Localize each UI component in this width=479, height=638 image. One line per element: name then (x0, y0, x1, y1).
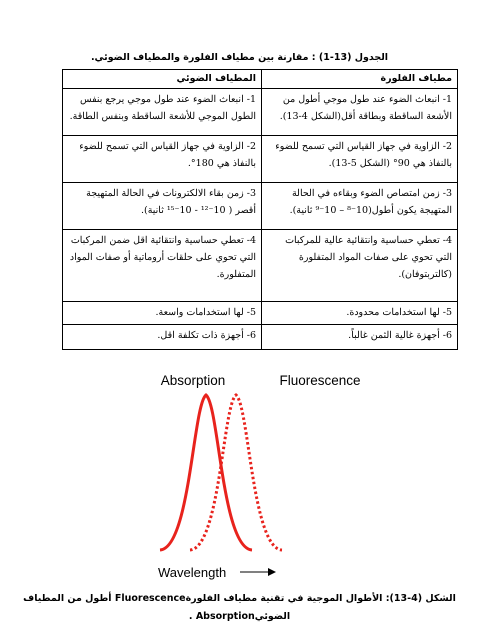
table-row (63, 136, 458, 183)
comparison-table (62, 69, 458, 350)
table-cell: 5- لها استخدامات واسعة. (63, 302, 262, 325)
table-cell: 2- الزاوية في جهاز القياس التي تسمح للضوء بالنفاذ هي 180°. (63, 136, 262, 183)
table-cell: 1- انبعاث الضوء عند طول موجي يرجع بنفس الطول الموجي للأشعة الساقطة وبنفس الطاقة. (63, 89, 262, 136)
table-cell: 4- تعطي حساسية وانتقائية اقل ضمن المركبات التي تحوي على حلقات أروماتية أو صفات المواد المتفلورة. (63, 230, 262, 302)
table-row (63, 302, 458, 325)
absorption-label: Absorption (160, 373, 226, 388)
table-row (63, 230, 458, 302)
table-cell: 6- أجهزة ذات تكلفة اقل. (63, 325, 262, 350)
table-cell: 3- زمن امتصاص الضوء وبقاءه في الحالة المتهيجة يكون أطول(10⁻⁸ – 10⁻⁹ ثانية). (262, 183, 458, 230)
fluorescence-label: Fluorescence (279, 373, 361, 388)
spectra-figure (0, 360, 479, 585)
table-cell: 3- زمن بقاء الالكترونات في الحالة المتهيجة أقصر ( 10⁻¹² - 10⁻¹⁵ ثانية). (63, 183, 262, 230)
table-cell: 4- تعطي حساسية وانتقائية عالية للمركبات التي تحوي على صفات المواد المتفلورة (كالتربتوفان). (262, 230, 458, 302)
wavelength-label: Wavelength (158, 565, 227, 580)
table-row (63, 325, 458, 350)
table-cell: 1- انبعاث الضوء عند طول موجي أطول من الأشعة الساقطة وبطاقة أقل(الشكل 4-13). (262, 89, 458, 136)
table-header-row (63, 70, 458, 89)
table-cell: 6- أجهزة غالية الثمن غالباً. (262, 325, 458, 350)
table-cell: 5- لها استخدامات محدودة. (262, 302, 458, 325)
figure-caption: الشكل (4-13): الأطوال الموجية في تقنية مطياف الفلورةFluorescence أطول من المطياف الضوئيAbsorption . (23, 593, 456, 622)
table-row (63, 183, 458, 230)
fluorescence-curve (190, 395, 282, 550)
table-caption: الجدول (13-1) : مقارنة بين مطياف الفلورة والمطياف الضوئي. (90, 52, 389, 63)
header-fluorescence: مطياف الفلورة (262, 70, 458, 89)
table-row (63, 89, 458, 136)
table-cell: 2- الزاوية في جهاز القياس التي تسمح للضوء بالنفاذ هي 90° (الشكل 5-13). (262, 136, 458, 183)
arrow-head-icon (268, 568, 276, 576)
absorption-curve (160, 395, 252, 550)
header-absorption: المطياف الضوئي (63, 70, 262, 89)
